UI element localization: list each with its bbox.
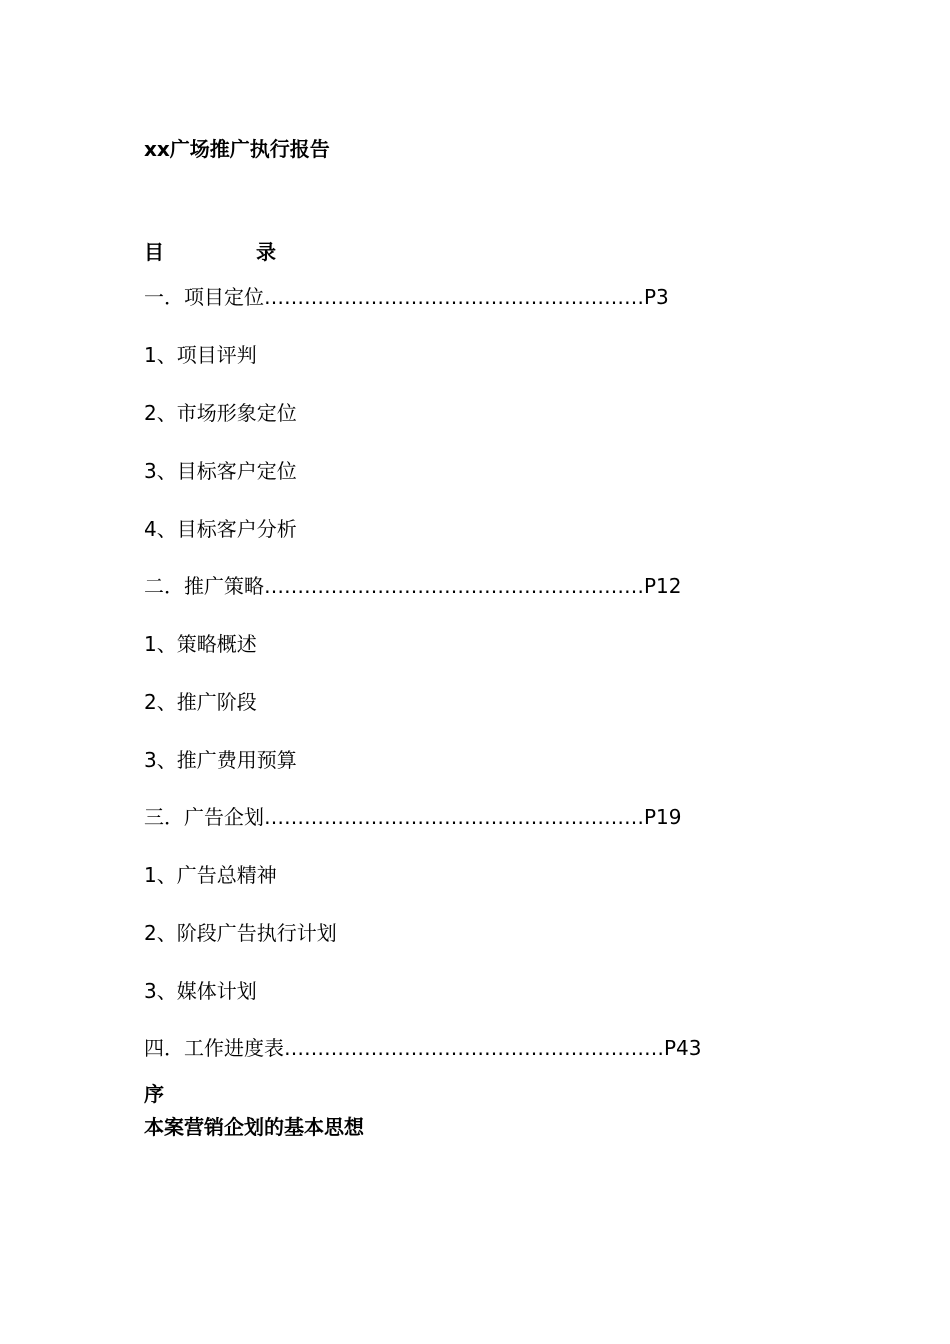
toc-entry-item: 3、目标客户定位 (144, 459, 297, 483)
toc-entry-item: 1、策略概述 (144, 632, 257, 656)
toc-entry-section-4: 四．工作进度表…………………………………………………P43 (144, 1036, 702, 1060)
toc-entry-item: 2、推广阶段 (144, 690, 257, 714)
toc-entry-section-1: 一．项目定位…………………………………………………P3 (144, 285, 669, 309)
toc-entry-item: 3、媒体计划 (144, 979, 257, 1003)
preface-heading: 序 (144, 1082, 164, 1106)
toc-entry-item: 1、项目评判 (144, 343, 257, 367)
toc-entry-item: 3、推广费用预算 (144, 748, 297, 772)
toc-entry-item: 2、市场形象定位 (144, 401, 297, 425)
toc-entry-section-2: 二．推广策略…………………………………………………P12 (144, 574, 682, 598)
toc-entry-item: 2、阶段广告执行计划 (144, 921, 337, 945)
toc-entry-item: 4、目标客户分析 (144, 517, 297, 541)
document-title: xx广场推广执行报告 (144, 137, 330, 161)
section-heading: 本案营销企划的基本思想 (144, 1115, 364, 1139)
toc-heading-char-2: 录 (256, 240, 276, 264)
toc-entry-section-3: 三．广告企划…………………………………………………P19 (144, 805, 682, 829)
toc-entry-item: 1、广告总精神 (144, 863, 277, 887)
toc-heading-char-1: 目 (144, 240, 164, 264)
